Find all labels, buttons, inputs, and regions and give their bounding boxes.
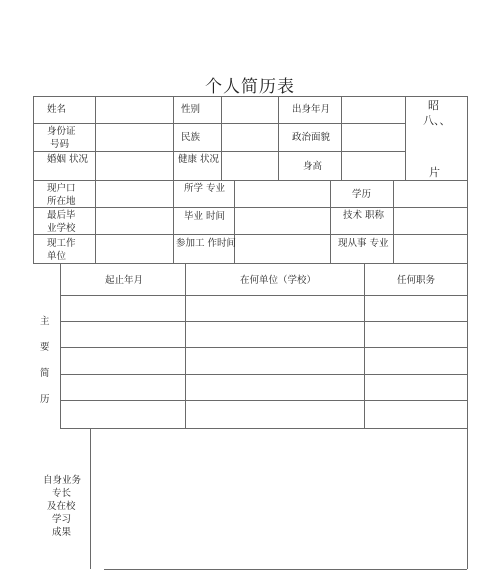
history-col-period: 起止年月 bbox=[105, 275, 144, 286]
label-height: 身高 bbox=[303, 161, 323, 172]
label-political: 政治面貌 bbox=[292, 132, 331, 143]
label-school-line1: 最后毕 bbox=[47, 210, 76, 221]
history-side-label-1: 主 bbox=[40, 316, 50, 327]
skills-label-2: 专长 bbox=[52, 488, 72, 499]
label-occupation: 现从事 专业 bbox=[338, 238, 389, 249]
label-work-start: 参加工 作时间 bbox=[176, 238, 237, 249]
page-title: 个人简历表 bbox=[205, 77, 295, 97]
label-hukou-line2: 所在地 bbox=[47, 196, 76, 207]
history-side-label-4: 历 bbox=[40, 394, 50, 405]
skills-label-4: 学习 bbox=[52, 514, 72, 525]
label-title: 技术 职称 bbox=[343, 210, 385, 221]
skills-label-3: 及在校 bbox=[47, 501, 76, 512]
label-ethnicity: 民族 bbox=[181, 132, 201, 143]
label-grad-time: 毕业 时间 bbox=[184, 211, 226, 222]
photo-label-line3: 片 bbox=[429, 166, 440, 179]
label-id-line2: 号码 bbox=[50, 139, 70, 150]
label-education: 学历 bbox=[352, 189, 372, 200]
history-side-label-3: 简 bbox=[40, 368, 50, 379]
history-side-label-2: 要 bbox=[40, 342, 50, 353]
label-birth: 出身年月 bbox=[292, 104, 331, 115]
skills-label-5: 成果 bbox=[52, 527, 72, 538]
label-gender: 性别 bbox=[181, 104, 201, 115]
label-work-line1: 现工作 bbox=[47, 238, 76, 249]
photo-label-line2: 八、、 bbox=[423, 114, 451, 127]
label-marital: 婚姻 状况 bbox=[47, 154, 89, 165]
label-health: 健康 状况 bbox=[178, 154, 220, 165]
history-col-position: 任何职务 bbox=[397, 275, 436, 286]
label-school-line2: 业学校 bbox=[47, 223, 76, 234]
label-work-line2: 单位 bbox=[47, 251, 67, 262]
skills-label-1: 自身业务 bbox=[43, 475, 82, 486]
label-name: 姓名 bbox=[47, 104, 67, 115]
label-major: 所学 专业 bbox=[184, 183, 226, 194]
label-hukou-line1: 现户口 bbox=[47, 183, 76, 194]
history-col-unit: 在何单位（学校） bbox=[240, 275, 317, 286]
label-id-line1: 身份证 bbox=[47, 126, 76, 137]
photo-label-line1: 昭 bbox=[428, 99, 439, 112]
